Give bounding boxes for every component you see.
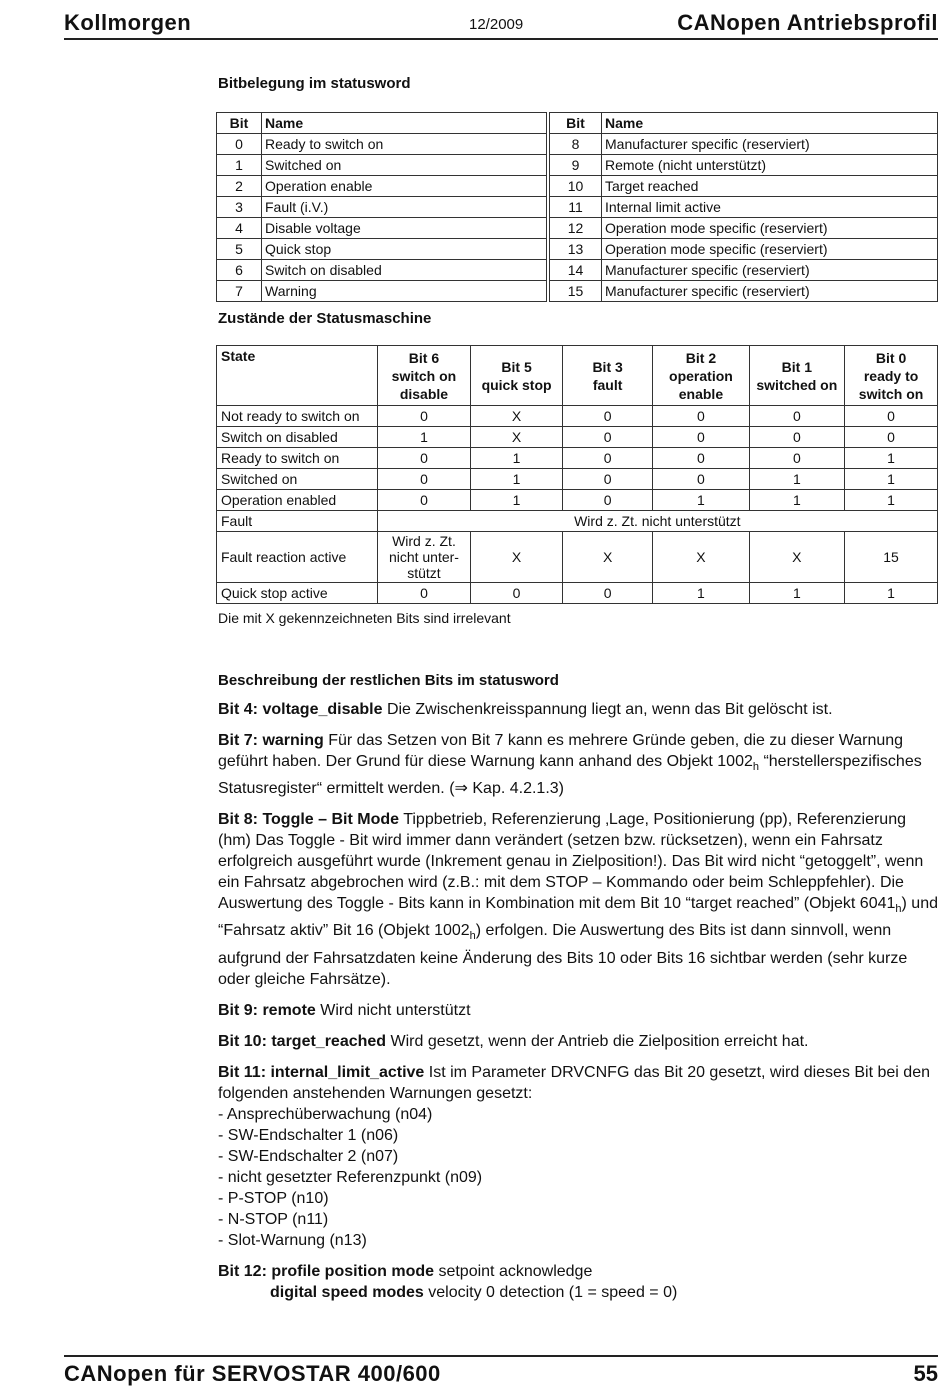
subscript: h xyxy=(895,903,902,916)
table-row xyxy=(217,155,938,176)
bit-value-cell: 0 xyxy=(377,583,471,604)
bit-number-cell: 3 xyxy=(217,197,262,218)
page-footer xyxy=(64,1355,938,1386)
header-date: 12/2009 xyxy=(469,16,524,33)
bit-value-cell: 0 xyxy=(377,406,471,427)
bit-name-cell: Switch on disabled xyxy=(262,260,547,281)
bit-value-cell: X xyxy=(749,532,845,583)
bit10-label: Bit 10: target_reached xyxy=(218,1032,387,1050)
bit11-text: Ist im Parameter DRVCNFG das Bit 20 gesetzt, wird dieses Bit bei den folgenden anstehenden Warnungen gesetzt: xyxy=(218,1063,930,1102)
section-title-statemachine: Zustände der Statusmaschine xyxy=(218,310,432,327)
header-company: Kollmorgen xyxy=(64,10,192,35)
bit-name-cell: Switched on xyxy=(262,155,547,176)
state-name-cell: Switch on disabled xyxy=(217,427,378,448)
bit12-paragraph xyxy=(218,1261,938,1282)
table-row xyxy=(217,469,938,490)
list-item: - N-STOP (n11) xyxy=(218,1210,329,1228)
bit9-paragraph xyxy=(218,1000,938,1021)
page-number: 55 xyxy=(913,1361,938,1386)
col-bit: Bit 5 quick stop xyxy=(471,346,563,406)
bit-number-cell: 6 xyxy=(217,260,262,281)
col-name-left: Name xyxy=(262,113,547,134)
bit-number-cell: 2 xyxy=(217,176,262,197)
bit12-text: setpoint acknowledge xyxy=(434,1262,593,1280)
bit-name-cell: Remote (nicht unterstützt) xyxy=(602,155,938,176)
col-name-right: Name xyxy=(602,113,938,134)
col-bit-left: Bit xyxy=(217,113,262,134)
bit8-paragraph xyxy=(218,809,938,989)
footer-title: CANopen für SERVOSTAR 400/600 xyxy=(64,1361,441,1386)
bit-value-cell: 0 xyxy=(845,427,938,448)
bit-value-cell: 0 xyxy=(562,448,652,469)
bit12-label: Bit 12: profile position mode xyxy=(218,1262,435,1280)
section-title-statusword: Bitbelegung im statusword xyxy=(218,75,411,92)
bit12b-label: digital speed modes xyxy=(270,1283,424,1301)
bit8-text-cont: ) und “Fahrsatz aktiv” Bit 16 (Objekt 1002 xyxy=(218,895,938,940)
bit-value-cell: 1 xyxy=(653,490,749,511)
list-item: - Slot-Warnung (n13) xyxy=(218,1231,367,1249)
bit10-paragraph xyxy=(218,1031,938,1052)
bit-value-cell: 0 xyxy=(562,427,652,448)
bit-value-cell: 0 xyxy=(653,448,749,469)
bit-value-cell: 0 xyxy=(749,448,845,469)
bit-value-cell: 1 xyxy=(377,427,471,448)
section-title-descriptions: Beschreibung der restlichen Bits im statusword xyxy=(218,672,559,689)
state-name-cell: Operation enabled xyxy=(217,490,378,511)
bit-name-cell: Quick stop xyxy=(262,239,547,260)
bit-value-cell: 0 xyxy=(653,427,749,448)
state-name-cell: Fault xyxy=(217,511,378,532)
bit-name-cell: Disable voltage xyxy=(262,218,547,239)
bit-number-cell: 15 xyxy=(550,281,602,302)
bit-value-cell: 0 xyxy=(653,406,749,427)
list-item: - Ansprechüberwachung (n04) xyxy=(218,1105,433,1123)
col-bit-right: Bit xyxy=(550,113,602,134)
bit-name-cell: Manufacturer specific (reserviert) xyxy=(602,134,938,155)
bit8-text: Tippbetrieb, Referenzierung ‚Lage, Positionierung (pp), Referenzierung (hm) Das Toggle - Bit wird immer dann verändert (setzen bzw. rücksetzen), wenn ein Fahrsatz erfolgreich ausgeführt wurde (Inkrement genau in Zielposition!). Das Bit wird nicht “getoggelt”, wenn ein Fahrsatz abgebrochen wird (z.B.: mit dem STOP – Kommando oder beim Schleppfehler). Die Auswertung des Toggle - Bits kann in Kombination mit dem Bit 10 “target reached” (Objekt 6041 xyxy=(218,811,924,913)
bit-value-cell: 0 xyxy=(749,406,845,427)
bit-number-cell: 10 xyxy=(550,176,602,197)
bit-value-cell: X xyxy=(471,532,563,583)
table-header-row xyxy=(217,113,938,134)
bit9-label: Bit 9: remote xyxy=(218,1001,316,1019)
bit8-label: Bit 8: Toggle – Bit Mode xyxy=(218,811,400,829)
bit11-label: Bit 11: internal_limit_active xyxy=(218,1063,425,1081)
table-row xyxy=(217,406,938,427)
warning-list xyxy=(218,1104,938,1251)
table-row xyxy=(217,281,938,302)
col-bit: Bit 6 switch on disable xyxy=(377,346,471,406)
bit-number-cell: 12 xyxy=(550,218,602,239)
header-title: CANopen Antriebsprofil xyxy=(677,10,938,35)
bit-number-cell: 14 xyxy=(550,260,602,281)
bit-value-cell: Wird z. Zt. nicht unter- stützt xyxy=(377,532,471,583)
bit9-text: Wird nicht unterstützt xyxy=(315,1001,471,1019)
list-item: - P-STOP (n10) xyxy=(218,1189,329,1207)
bit-value-cell: 0 xyxy=(377,448,471,469)
subscript: h xyxy=(752,761,759,774)
table-row xyxy=(217,134,938,155)
bit-value-cell: 0 xyxy=(562,469,652,490)
table-header-row xyxy=(217,346,938,406)
table-row xyxy=(217,218,938,239)
bit-number-cell: 0 xyxy=(217,134,262,155)
bit7-text: Für das Setzen von Bit 7 kann es mehrere Gründe geben, die zu dieser Warnung geführt haben. Der Grund für diese Warnung kann anhand des Objekt 1002 xyxy=(218,732,904,770)
bit-number-cell: 11 xyxy=(550,197,602,218)
bit-number-cell: 7 xyxy=(217,281,262,302)
bit-number-cell: 4 xyxy=(217,218,262,239)
bit-value-cell: 1 xyxy=(749,490,845,511)
state-name-cell: Not ready to switch on xyxy=(217,406,378,427)
bit-name-cell: Operation enable xyxy=(262,176,547,197)
bit-value-cell: 0 xyxy=(653,469,749,490)
list-item: - SW-Endschalter 1 (n06) xyxy=(218,1126,399,1144)
bit-value-cell: 1 xyxy=(653,583,749,604)
bit-value-cell: 1 xyxy=(749,469,845,490)
bit-name-cell: Manufacturer specific (reserviert) xyxy=(602,281,938,302)
bit-value-cell: 0 xyxy=(562,583,652,604)
bit-value-cell: 0 xyxy=(562,490,652,511)
bit-number-cell: 9 xyxy=(550,155,602,176)
bit-number-cell: 13 xyxy=(550,239,602,260)
bit7-label: Bit 7: warning xyxy=(218,732,324,749)
bit-value-cell: X xyxy=(653,532,749,583)
bit-value-cell: 0 xyxy=(845,406,938,427)
bit-number-cell: 8 xyxy=(550,134,602,155)
table-row xyxy=(217,532,938,583)
bit-value-cell: 0 xyxy=(749,427,845,448)
page-header xyxy=(64,10,938,40)
bit-value-cell: 1 xyxy=(471,448,563,469)
table-row xyxy=(217,448,938,469)
bit-value-cell: 0 xyxy=(377,490,471,511)
bit-name-cell: Internal limit active xyxy=(602,197,938,218)
state-name-cell: Switched on xyxy=(217,469,378,490)
bit12b-text: velocity 0 detection (1 = speed = 0) xyxy=(423,1283,678,1301)
table-row xyxy=(217,583,938,604)
bit-value-cell: 1 xyxy=(845,583,938,604)
bit-value-cell: 1 xyxy=(471,469,563,490)
bit-value-cell: 0 xyxy=(562,406,652,427)
list-item: - SW-Endschalter 2 (n07) xyxy=(218,1147,399,1165)
bit11-paragraph xyxy=(218,1062,938,1104)
state-name-cell: Ready to switch on xyxy=(217,448,378,469)
bit-number-cell: 5 xyxy=(217,239,262,260)
bit10-text: Wird gesetzt, wenn der Antrieb die Zielposition erreicht hat. xyxy=(386,1032,809,1050)
statusword-bit-table xyxy=(216,112,938,302)
table-row xyxy=(217,239,938,260)
table-row xyxy=(217,176,938,197)
bit-value-cell: 1 xyxy=(845,469,938,490)
subscript: h xyxy=(469,930,476,943)
table-row xyxy=(217,490,938,511)
table-note: Die mit X gekennzeichneten Bits sind irrelevant xyxy=(218,610,511,626)
list-item: - nicht gesetzter Referenzpunkt (n09) xyxy=(218,1168,483,1186)
bit4-text: Die Zwischenkreisspannung liegt an, wenn das Bit gelöscht ist. xyxy=(382,701,833,718)
state-name-cell: Fault reaction active xyxy=(217,532,378,583)
table-row xyxy=(217,197,938,218)
bit-number-cell: 1 xyxy=(217,155,262,176)
col-bit: Bit 1 switched on xyxy=(749,346,845,406)
col-bit: Bit 2 operation enable xyxy=(653,346,749,406)
bit-name-cell: Ready to switch on xyxy=(262,134,547,155)
bit-value-cell: X xyxy=(562,532,652,583)
bit4-label: Bit 4: voltage_disable xyxy=(218,701,383,718)
bit-name-cell: Fault (i.V.) xyxy=(262,197,547,218)
bit-descriptions xyxy=(218,672,938,1313)
table-row xyxy=(217,260,938,281)
bit-name-cell: Warning xyxy=(262,281,547,302)
merged-value-cell: Wird z. Zt. nicht unterstützt xyxy=(377,511,937,532)
state-name-cell: Quick stop active xyxy=(217,583,378,604)
col-state: State xyxy=(217,346,378,406)
bit-name-cell: Operation mode specific (reserviert) xyxy=(602,239,938,260)
bit12b-paragraph xyxy=(218,1282,938,1303)
bit-value-cell: X xyxy=(471,406,563,427)
bit-value-cell: 1 xyxy=(845,448,938,469)
bit-value-cell: X xyxy=(471,427,563,448)
bit-value-cell: 1 xyxy=(845,490,938,511)
bit-value-cell: 1 xyxy=(749,583,845,604)
bit7-text-cont: “herstellerspezifisches Statusregister“ ermittelt werden. (⇒ Kap. 4.2.1.3) xyxy=(218,753,922,798)
table-row xyxy=(217,427,938,448)
state-machine-table xyxy=(216,345,938,604)
bit-value-cell: 15 xyxy=(845,532,938,583)
col-bit: Bit 0 ready to switch on xyxy=(845,346,938,406)
bit7-paragraph xyxy=(218,730,938,799)
table-row xyxy=(217,511,938,532)
bit-name-cell: Manufacturer specific (reserviert) xyxy=(602,260,938,281)
bit8-text-end: ) erfolgen. Die Auswertung des Bits ist dann sinnvoll, wenn aufgrund der Fahrsatzdaten keine Änderung des Bits 10 oder Bits 16 sichtbar werden (sehr kurze oder gleiche Fahrsätze). xyxy=(218,922,908,988)
bit-value-cell: 0 xyxy=(471,583,563,604)
bit-name-cell: Operation mode specific (reserviert) xyxy=(602,218,938,239)
bit-name-cell: Target reached xyxy=(602,176,938,197)
bit-value-cell: 1 xyxy=(471,490,563,511)
bit4-paragraph xyxy=(218,699,938,720)
bit-value-cell: 0 xyxy=(377,469,471,490)
col-bit: Bit 3 fault xyxy=(562,346,652,406)
